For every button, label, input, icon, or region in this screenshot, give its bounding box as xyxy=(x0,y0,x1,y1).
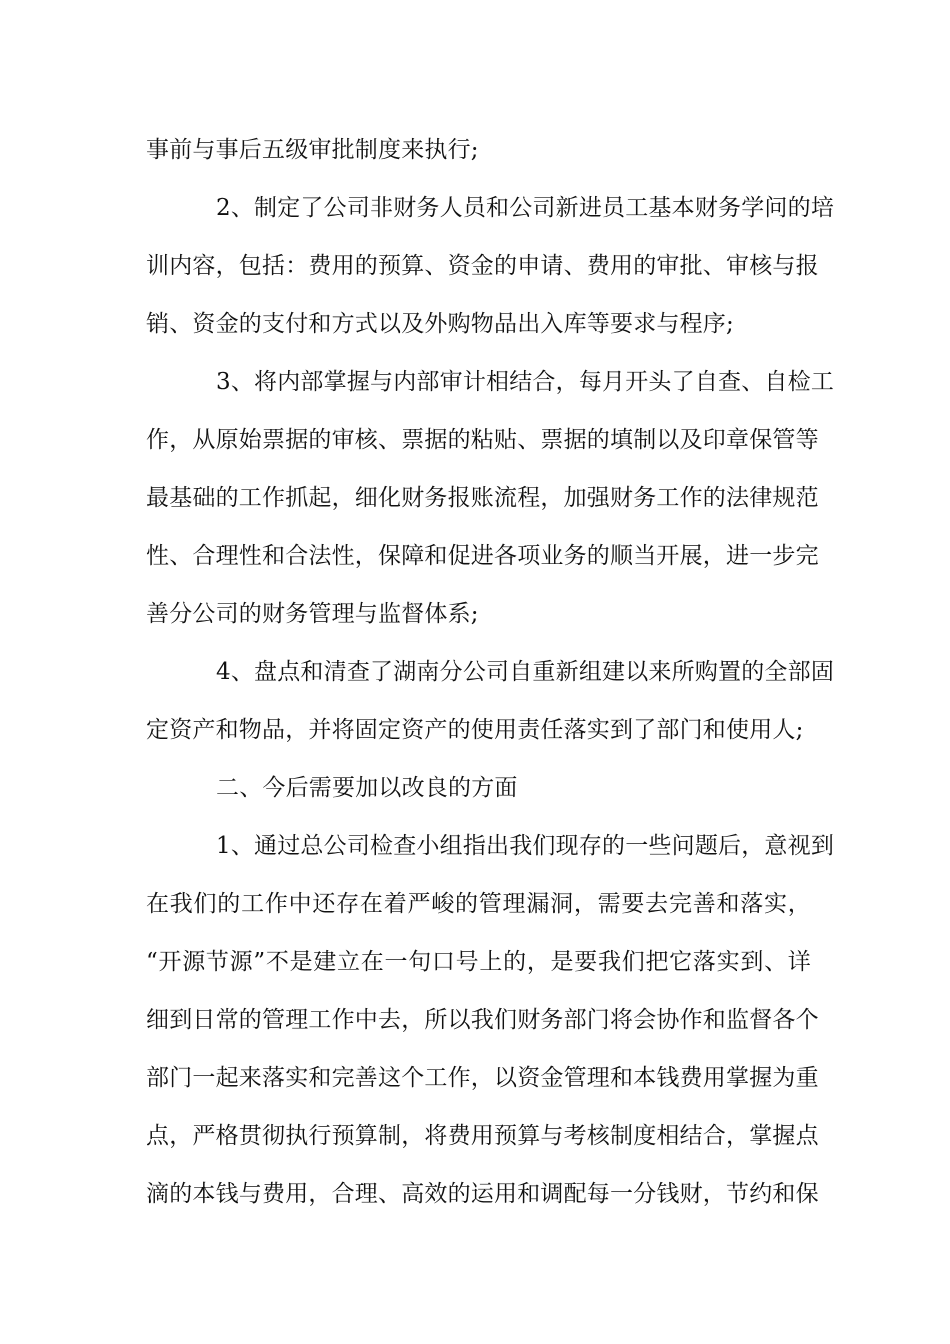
document-body xyxy=(146,126,835,1228)
paragraph-improve-1-line-5: 部门一起来落实和完善这个工作，以资金管理和本钱费用掌握为重 xyxy=(146,1065,819,1091)
paragraph-improve-1-line-6: 点，严格贯彻执行预算制，将费用预算与考核制度相结合，掌握点 xyxy=(146,1123,819,1149)
paragraph-item-3-line-1: 3、将内部掌握与内部审计相结合，每月开头了自查、自检工 xyxy=(216,369,835,395)
paragraph-improve-1-line-4: 细到日常的管理工作中去，所以我们财务部门将会协作和监督各个 xyxy=(146,1007,819,1033)
paragraph-item-2-line-1: 2、制定了公司非财务人员和公司新进员工基本财务学问的培 xyxy=(216,195,835,221)
paragraph-item-3-line-5: 善分公司的财务管理与监督体系; xyxy=(146,601,479,627)
section-heading: 二、今后需要加以改良的方面 xyxy=(216,775,518,801)
text-line: 事前与事后五级审批制度来执行; xyxy=(146,137,479,163)
paragraph-item-4-line-1: 4、盘点和清查了湖南分公司自重新组建以来所购置的全部固 xyxy=(216,659,835,685)
paragraph-item-3-line-3: 最基础的工作抓起，细化财务报账流程，加强财务工作的法律规范 xyxy=(146,485,819,511)
paragraph-item-2-line-3: 销、资金的支付和方式以及外购物品出入库等要求与程序; xyxy=(146,311,734,337)
paragraph-item-2-line-2: 训内容，包括：费用的预算、资金的申请、费用的审批、审核与报 xyxy=(146,253,819,279)
paragraph-improve-1-line-3: “开源节源”不是建立在一句口号上的，是要我们把它落实到、详 xyxy=(146,949,811,975)
paragraph-item-3-line-2: 作，从原始票据的审核、票据的粘贴、票据的填制以及印章保管等 xyxy=(146,427,819,453)
paragraph-improve-1-line-2: 在我们的工作中还存在着严峻的管理漏洞，需要去完善和落实， xyxy=(146,891,811,917)
paragraph-item-3-line-4: 性、合理性和合法性，保障和促进各项业务的顺当开展，进一步完 xyxy=(146,543,819,569)
paragraph-improve-1-line-1: 1、通过总公司检查小组指出我们现存的一些问题后，意视到 xyxy=(216,833,835,859)
paragraph-improve-1-line-7: 滴的本钱与费用，合理、高效的运用和调配每一分钱财，节约和保 xyxy=(146,1181,819,1207)
paragraph-item-4-line-2: 定资产和物品，并将固定资产的使用责任落实到了部门和使用人; xyxy=(146,717,804,743)
